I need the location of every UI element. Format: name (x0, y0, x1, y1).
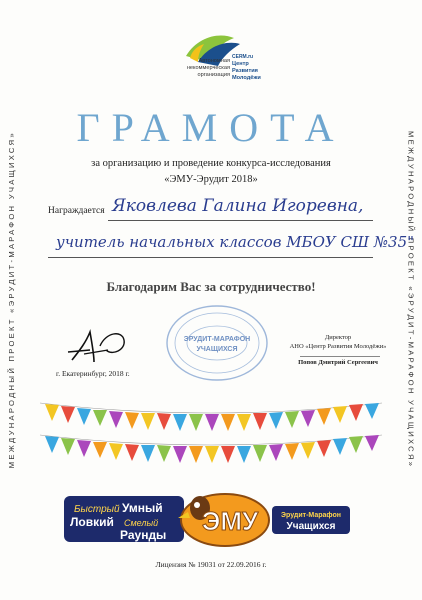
logo-org-text (160, 58, 230, 79)
logo-center-text (232, 61, 261, 82)
side-text-left (4, 0, 18, 600)
side-text-label: МЕЖДУНАРОДНЫЙ ПРОЕКТ «ЭРУДИТ-МАРАФОН УЧАЩИХСЯ» (6, 131, 16, 469)
footer-word-3: Ловкий (70, 515, 114, 529)
director-signature-line (300, 356, 380, 357)
footer-marathon-1: Эрудит-Марафон (281, 512, 341, 519)
stamp-text-2: УЧАЩИХСЯ (196, 346, 238, 353)
logo-center-line: Центр (232, 61, 249, 67)
footer-word-4: Смелый (124, 518, 159, 528)
underline (108, 220, 373, 221)
side-text-right (404, 0, 418, 600)
side-text-label: МЕЖДУНАРОДНЫЙ ПРОЕКТ «ЭРУДИТ-МАРАФОН УЧАЩИХСЯ» (406, 131, 416, 469)
footer-word-1: Быстрый (74, 504, 120, 515)
subtitle-line-2: «ЭМУ-Эрудит 2018» (164, 174, 258, 185)
city-year: г. Екатеринбург, 2018 г. (56, 369, 130, 378)
logo-org-line: организация (197, 72, 230, 78)
director-name-text: Попов Дмитрий Сергеевич (298, 359, 378, 366)
director-title: Директор (324, 334, 352, 341)
award-label: Награждается (48, 206, 105, 216)
footer-word-2: Умный (122, 501, 163, 515)
flag-row-2 (45, 435, 379, 463)
thanks-text: Благодарим Вас за сотрудничество! (106, 279, 316, 294)
footer-emu: ЭМУ (201, 506, 259, 536)
logo-org-line: Автономная (198, 58, 230, 64)
recipient-name: Яковлева Галина Игоревна, (112, 196, 364, 216)
bunting-flags (0, 395, 422, 490)
logo-center-line: Молодёжи (232, 75, 261, 81)
director-name (288, 358, 388, 367)
director-org: АНО «Центр Развития Молодёжи» (289, 343, 387, 350)
stamp (164, 303, 270, 383)
page-title: ГРАМОТА (76, 105, 346, 150)
logo-cerm-text: CERM.ru (232, 54, 254, 60)
footer-word-5: Раунды (120, 528, 167, 542)
stamp-text-1: ЭРУДИТ-МАРАФОН (183, 336, 251, 343)
emu-footer-logo (60, 488, 360, 550)
footer-marathon-2: Учащихся (286, 521, 336, 532)
subtitle-line-1: за организацию и проведение конкурса-исследования (91, 158, 331, 169)
license-text: Лицензия № 19031 от 22.09.2016 г. (155, 560, 267, 569)
logo-center-line: Развития (232, 68, 258, 74)
signature (60, 320, 140, 365)
recipient-position: учитель начальных классов МБОУ СШ №35" (56, 233, 415, 251)
logo-org-line: некоммерческая (186, 65, 230, 71)
director-block (288, 333, 388, 351)
underline (48, 257, 373, 258)
flag-row-1 (45, 403, 379, 431)
